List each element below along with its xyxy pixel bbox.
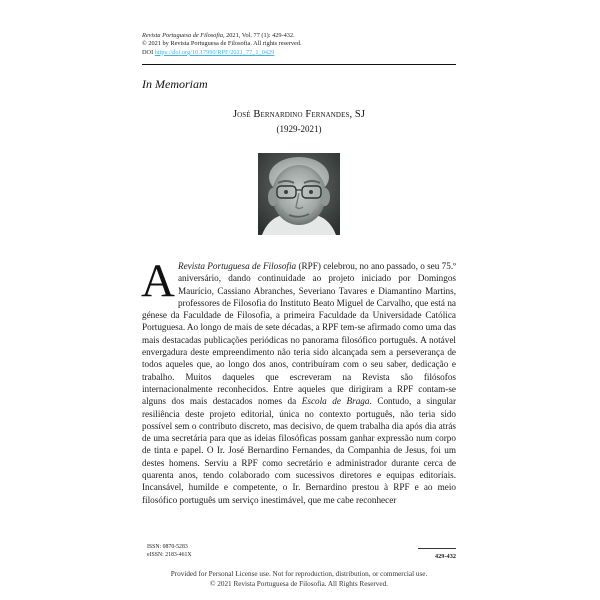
citation-details: , 2021, Vol. 77 (1): 429-432. — [222, 32, 295, 39]
portrait-image — [258, 153, 340, 235]
doi-link[interactable]: https://doi.org/10.17990/RPF/2021_77_1_0429 — [154, 48, 275, 56]
name-part: osé — [237, 109, 254, 120]
obituary-body — [141, 255, 457, 506]
drop-cap: A — [141, 255, 175, 307]
obituary-title — [142, 109, 456, 120]
issn: ISSN: 0870-5283 — [147, 544, 188, 550]
header-divider — [142, 64, 456, 65]
name-suffix: , SJ — [349, 109, 366, 120]
copyright-line: © 2021 by Revista Portuguesa de Filosofia. All rights reserved. — [142, 40, 302, 48]
name-part: ernandes — [311, 109, 350, 120]
license-copyright: © 2021 Revista Portuguesa de Filosofia. All Rights Reserved. — [210, 579, 388, 588]
page-range: 429-432 — [435, 553, 456, 560]
section-heading: In Memoriam — [142, 77, 208, 91]
journal-name-italic: Revista Portuguesa de Filosofia — [177, 261, 297, 271]
doi-label: DOI — [142, 48, 154, 56]
issn-block — [147, 544, 192, 559]
name-initial: F — [305, 109, 312, 120]
portrait-photo — [258, 153, 340, 235]
license-line: Provided for Personal License use. Not for reproduction, distribution, or commercial use. — [170, 570, 428, 578]
citation-header — [142, 32, 462, 57]
escola-de-braga-italic: Escola de Braga — [301, 396, 370, 407]
name-initial: J — [232, 109, 238, 120]
eissn: eISSN: 2183-461X — [147, 551, 192, 558]
name-initial: B — [253, 109, 261, 120]
name-part: ernardino — [260, 109, 306, 120]
license-notice — [142, 570, 456, 589]
body-text: . Contudo, a singular resiliência deste projeto editorial, única no contexto português, não teria sido possível sem o contributo discreto, mas decisivo, de quem trabalha dia após dia atrás de uma secretária para que as ideias filosóficas possam ganhar expressão num corpo de tinta e papel. O Ir. José Bernardino Fernandes, da Companhia de Jesus, foi um destes homens. Serviu a RPF como secretário e administrador durante cerca de quarenta anos, tendo colaborado com sucessivos diretores e equipas editoriais. Incansável, humilde e competente, o Ir. Bernardino prestou à RPF e ao meio filosófico português um serviço inestimável, que me cabe reconhecer — [142, 396, 457, 505]
body-text: (RPF) celebrou, no ano passado, o seu 75.º aniversário, dando continuidade ao projeto iniciado por Domingos Maurício, Cassiano Abranches, Severiano Tavares e Diamantino Martins, professores de Filosofia do Instituto Beato Miguel de Carvalho, que está na génese da Faculdade de Filosofia, a primeira Faculdade da Universidade Católica Portuguesa. Ao longo de mais de sete décadas, a RPF tem-se afirmado como uma das mais destacadas publicações periódicas no panorama filosófico português. A notável envergadura deste empreendimento não teria sido alcançada sem a perseverança de todos aqueles que, ao longo dos anos, contribuíram com o seu saber, dedicação e trabalho. Muitos daqueles que escreveram na Revista são filósofos internacionalmente reconhecidos. Entre aqueles que dirigiram a RPF contam-se alguns dos mais destacados nomes da — [142, 261, 456, 407]
footer-divider — [418, 548, 456, 549]
doi-line — [142, 49, 462, 57]
journal-name: Revista Portuguesa de Filosofia — [142, 32, 223, 39]
life-dates: (1929-2021) — [276, 124, 322, 134]
citation-line — [142, 32, 462, 40]
